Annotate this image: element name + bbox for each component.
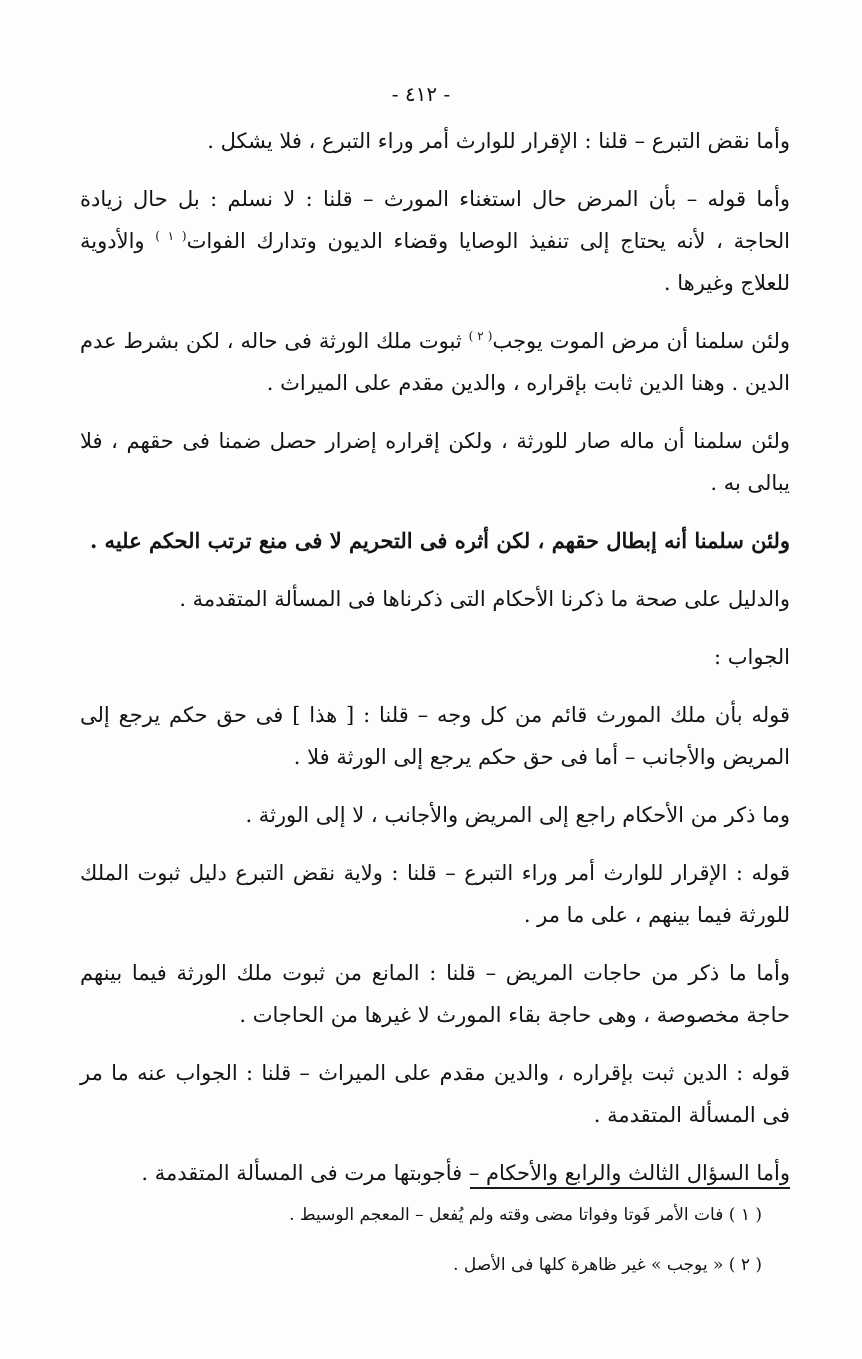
footnote-divider xyxy=(470,1187,790,1189)
paragraph: وأما ما ذكر من حاجات المريض – قلنا : المانع من ثبوت ملك الورثة فيما بينهم حاجة مخصوصة ، وهى حاجة بقاء المورث لا غيرها من الحاجات . xyxy=(80,961,790,1027)
footnote: ( ١ ) فات الأمر فَوتا وفواتا مضى وقته ولم يُفعل – المعجم الوسيط . xyxy=(289,1205,762,1225)
footnote: ( ٢ ) « يوجب » غير ظاهرة كلها فى الأصل . xyxy=(453,1255,762,1275)
footnote-ref: ( ١ ) xyxy=(155,229,187,243)
paragraph: والدليل على صحة ما ذكرنا الأحكام التى ذكرناها فى المسألة المتقدمة . xyxy=(179,587,790,611)
paragraph: قوله : الدين ثبت بإقراره ، والدين مقدم على الميراث – قلنا : الجواب عنه ما مر فى المسألة المتقدمة . xyxy=(80,1061,790,1127)
section-heading: الجواب : xyxy=(714,645,790,669)
paragraph-bold: ولئن سلمنا أنه إبطال حقهم ، لكن أثره فى التحريم لا فى منع ترتب الحكم عليه . xyxy=(89,528,790,553)
paragraph: وأما نقض التبرع – قلنا : الإقرار للوارث أمر وراء التبرع ، فلا يشكل . xyxy=(207,129,790,153)
paragraph: ولئن سلمنا أن مرض الموت يوجب$^{( ٢ )}$ ثبوت ملك الورثة فى حاله ، لكن بشرط عدم الدين . وهنا الدين ثابت بإقراره ، والدين مقدم على الميراث . xyxy=(80,329,790,395)
paragraph: وما ذكر من الأحكام راجع إلى المريض والأجانب ، لا إلى الورثة . xyxy=(245,803,790,827)
paragraph: وأما السؤال الثالث والرابع والأحكام – فأجوبتها مرت فى المسألة المتقدمة . xyxy=(141,1161,790,1185)
page-number: - ٤١٢ - xyxy=(391,82,451,106)
footnotes xyxy=(82,1200,762,1300)
paragraph: قوله : الإقرار للوارث أمر وراء التبرع – قلنا : ولاية نقض التبرع دليل ثبوت الملك للورثة فيما بينهم ، على ما مر . xyxy=(80,861,790,927)
paragraph: ولئن سلمنا أن ماله صار للورثة ، ولكن إقراره إضرار حصل ضمنا فى حقهم ، فلا يبالى به . xyxy=(80,429,790,495)
footnote-ref: ( ٢ ) xyxy=(468,329,493,343)
paragraph: وأما قوله – بأن المرض حال استغناء المورث – قلنا : لا نسلم : بل حال زيادة الحاجة ، لأنه يحتاج إلى تنفيذ الوصايا وقضاء الديون وتدارك الفوات$^{( ١ )}$ والأدوية للعلاج وغيرها . xyxy=(80,187,791,295)
paragraph: قوله بأن ملك المورث قائم من كل وجه – قلنا : [ هذا ] فى حق حكم يرجع إلى المريض والأجانب – أما فى حق حكم يرجع إلى الورثة فلا . xyxy=(80,703,790,769)
main-text xyxy=(80,120,790,1210)
